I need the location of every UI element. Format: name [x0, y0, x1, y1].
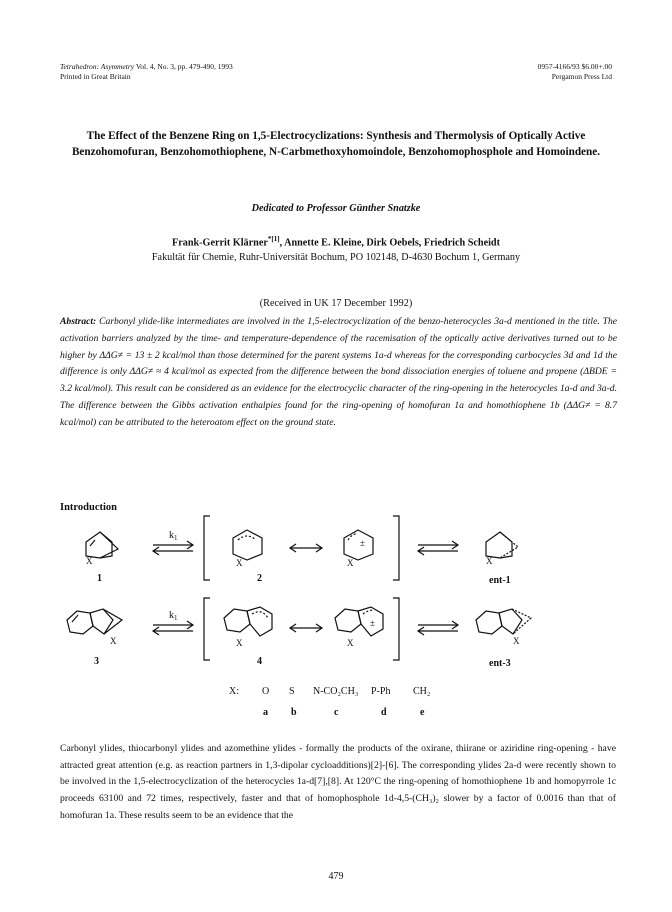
substituent-a: O — [262, 686, 270, 697]
issn-price: 0957-4166/93 $6.00+.00 — [537, 62, 612, 71]
equilibrium-arrow-2 — [418, 541, 458, 555]
charge-4: ± — [370, 618, 375, 628]
label-3: 3 — [94, 656, 99, 667]
journal-name: Tetrahedron: Asymmetry — [60, 62, 135, 71]
substituent-key: X: — [229, 686, 239, 697]
resonance-arrow — [290, 544, 322, 552]
equilibrium-arrow-1 — [153, 541, 193, 555]
volume-info: Vol. 4, No. 3, pp. 479-490, 1993 — [135, 62, 233, 71]
label-1: 1 — [97, 573, 102, 584]
compound-1-structure — [86, 532, 118, 558]
atom-x-2: X — [236, 558, 243, 568]
abstract-label: Abstract: — [60, 316, 97, 327]
author-list — [60, 235, 612, 248]
equilibrium-arrow-4 — [418, 621, 458, 635]
label-ent3: ent-3 — [489, 658, 511, 669]
letter-a: a — [263, 707, 268, 718]
substituent-b: S — [289, 686, 295, 697]
received-date: (Received in UK 17 December 1992) — [259, 298, 413, 309]
letter-c: c — [334, 707, 339, 718]
substituent-d: P-Ph — [371, 686, 391, 697]
atom-x-2b: X — [347, 558, 354, 568]
dedication: Dedicated to Professor Günther Snatzke — [251, 203, 421, 214]
abstract — [60, 314, 617, 432]
substituent-c: N-CO₂CH₃ — [313, 686, 359, 697]
atom-x-4: X — [236, 638, 243, 648]
letter-e: e — [420, 707, 425, 718]
atom-x-1: X — [86, 556, 93, 566]
compound-ent1-structure — [486, 532, 518, 558]
letter-b: b — [291, 707, 297, 718]
compound-2-structure — [233, 530, 262, 560]
resonance-arrow-2 — [290, 624, 322, 632]
compound-ent3-structure — [476, 609, 531, 634]
reaction-scheme — [0, 510, 672, 725]
other-authors: , Annette E. Kleine, Dirk Oebels, Friedrich Scheidt — [279, 237, 500, 249]
rate-constant-1: $k_1$ — [169, 530, 178, 542]
label-2: 2 — [257, 573, 262, 584]
first-author: Frank-Gerrit Klärner — [171, 237, 268, 249]
intro-paragraph: Carbonyl ylides, thiocarbonyl ylides and azomethine ylides - formally the products of the oxirane, thiirane or aziridine ring-opening - have attracted great attention (e.g. as reaction partners in 1,3-dipolar cycloadditions)[2]-[6]. The corresponding ylides 2a-d were recently shown to be involved in the 1,5-electrocyclization of the heterocycles 1a-d[7],[8]. At 120°C the ring-opening of homothiophene 1b and homopyrrole 1c proceeds 63100 and 72 times, respectively, faster and that of homophosphole 1d-4,5-(CH₃)₂ slower by a factor of 0.0016 than that of homofuran 1a. These results seem to be an evidence that the — [60, 743, 616, 821]
letter-d: d — [381, 707, 387, 718]
equilibrium-arrow-3 — [153, 621, 193, 635]
compound-3-structure — [67, 609, 122, 634]
rate-constant-2: $k_1$ — [169, 610, 178, 622]
journal-citation — [60, 62, 233, 72]
paper-title: The Effect of the Benzene Ring on 1,5-Electrocyclizations: Synthesis and Thermolysis of Optically Active Benzohomofuran, Benzohomothiophene, N-Carbmethoxyhomoindole, Benzohomophosphole and Homoindene. — [71, 130, 601, 158]
label-ent1: ent-1 — [489, 575, 511, 586]
abstract-text: Carbonyl ylide-like intermediates are involved in the 1,5-electrocyclization of the benzo-heterocycles 3a-d mentioned in the title. The activation barriers analyzed by the time- and temperature-dependence of the racemisation of the optically active derivatives turned out to be higher by ΔΔG≠ = 13 ± 2 kcal/mol than those determined for the parent systems 1a-d whereas for the corresponding carbocycles 3d and 1d the difference is only ΔΔG≠ ≈ 4 kcal/mol as expected from the difference between the bond dissociation energies of toluene and propene (ΔBDE = 3.2 kcal/mol). This result can be considered as an evidence for the electrocyclic character of the ring-opening in the heterocycles 1a-d and 3a-d. The difference between the Gibbs activation enthalpies found for the ring-opening of homofuran 1a and homothiophene 1b (ΔΔG≠ = 8.7 kcal/mol) can be attributed to the heteroatom effect on the ground state. — [60, 316, 618, 428]
atom-x-3: X — [110, 636, 117, 646]
page-number: 479 — [328, 871, 344, 882]
label-4: 4 — [257, 656, 262, 667]
zwitterion-4-structure — [335, 607, 383, 636]
charge-2: ± — [360, 538, 365, 548]
compound-4-structure — [224, 607, 272, 636]
substituent-e: CH₂ — [413, 686, 431, 697]
atom-x-ent3: X — [513, 636, 520, 646]
affiliation: Fakultät für Chemie, Ruhr-Universität Bochum, PO 102148, D-4630 Bochum 1, Germany — [151, 252, 521, 263]
section-heading: Introduction — [60, 502, 117, 513]
author-note: *[1] — [267, 235, 280, 243]
atom-x-ent1: X — [486, 556, 493, 566]
atom-x-4b: X — [347, 638, 354, 648]
zwitterion-structure — [344, 530, 373, 560]
publisher: Pergamon Press Ltd — [551, 72, 612, 81]
printed-in: Printed in Great Britain — [60, 72, 131, 81]
